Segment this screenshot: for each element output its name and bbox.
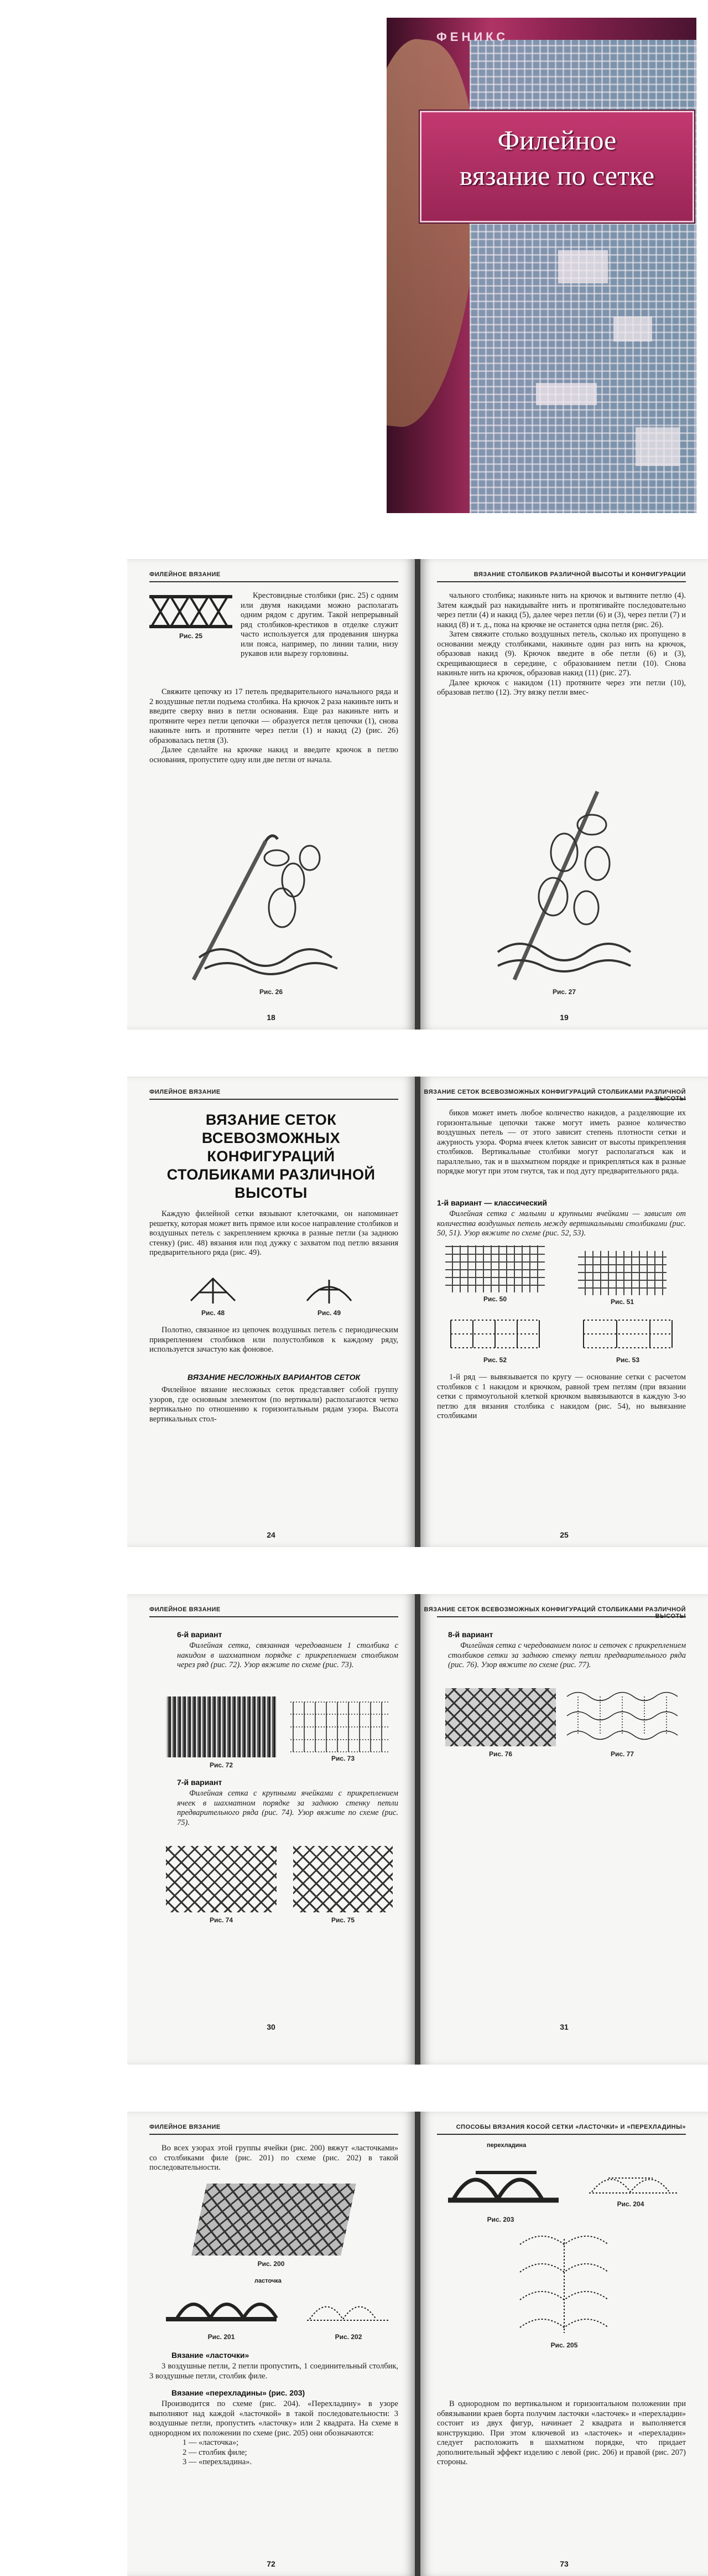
page-number: 31 bbox=[560, 2022, 569, 2031]
paragraph: Полотно, связанное из цепочек воздушных петель с периодическим прикреплением столбиков или полустолбиков к каждому ряду, используется зачастую как фоновое. bbox=[149, 1326, 398, 1354]
figure-callout: перехладина bbox=[487, 2142, 527, 2149]
figure-mesh-chart bbox=[564, 1688, 680, 1746]
paragraph: Филейное вязание несложных сеток представляет собой группу узоров, где основным элементом (по вертикали) располагаются четко вертикально по отношению к горизонтальным рядам узора. Высота вертикальных стол- bbox=[149, 1385, 398, 1424]
figure-caption: Рис. 27 bbox=[552, 988, 576, 996]
header-rule bbox=[149, 2134, 398, 2135]
paragraph: Далее крючок с накидом (11) протяните через эти петли (10), образовав петлю (12). Эту вязку петли вмес- bbox=[437, 678, 686, 697]
figure-caption: Рис. 25 bbox=[179, 632, 203, 640]
figure-caption: Рис. 74 bbox=[209, 1916, 233, 1924]
header-rule bbox=[149, 1616, 398, 1617]
running-head: ФИЛЕЙНОЕ ВЯЗАНИЕ bbox=[149, 1089, 221, 1095]
cover-motif bbox=[558, 250, 608, 283]
variant-heading: 8-й вариант bbox=[448, 1630, 493, 1639]
cover-title-line: вязание по сетке bbox=[459, 160, 655, 191]
paragraph: Затем свяжите столько воздушных петель, сколько их пропущено в основании между столбиками, накиньте один раз нить на крючок, образовав накид (9). Крючок введите в обе петли (6) и (3), скрещивающиеся в середине, с образованием петли (10). Снова накиньте нить на крючок, образовав накид (11) (рис. 27). bbox=[437, 630, 686, 677]
running-head: ВЯЗАНИЕ СТОЛБИКОВ РАЗЛИЧНОЙ ВЫСОТЫ И КОНФИГУРАЦИИ bbox=[473, 571, 686, 578]
figure-caption: Рис. 26 bbox=[259, 988, 283, 996]
page-24 bbox=[127, 1077, 415, 1547]
page-25 bbox=[420, 1077, 708, 1547]
paragraph: Каждую филейной сетки вязывают клеточками, он напоминает решетку, которая может вить прямое или косое направление столбиков и воздушных петель с закреплением крючка в разные петли (за заднюю стенку) (рис. 48) вязания или под дужку с захватом под петлю вязания предварительного ряда (рис. 49). bbox=[149, 1209, 398, 1257]
figure-mesh-photo bbox=[445, 1245, 545, 1292]
figure-stitch-attachment bbox=[188, 1273, 238, 1306]
body-text bbox=[149, 1385, 398, 1424]
header-rule bbox=[437, 581, 686, 582]
book-gutter bbox=[415, 559, 420, 1030]
body-text bbox=[177, 1789, 398, 1828]
page-72 bbox=[127, 2112, 415, 2576]
figure-crochet-hook-diagram bbox=[481, 780, 647, 985]
body-text bbox=[177, 1641, 398, 1670]
book-spread-24-25 bbox=[127, 1077, 708, 1547]
figure-pattern-chart bbox=[509, 2233, 620, 2339]
figure-caption: Рис. 51 bbox=[610, 1298, 634, 1306]
variant-heading: 1-й вариант — классический bbox=[437, 1198, 547, 1207]
book-gutter bbox=[415, 1594, 420, 2065]
body-text bbox=[149, 1326, 398, 1355]
cover-motif bbox=[536, 383, 597, 405]
figure-caption: Рис. 76 bbox=[488, 1750, 513, 1758]
cover-title-line: Филейное bbox=[497, 125, 617, 156]
body-text bbox=[437, 1109, 686, 1177]
figure-caption: Рис. 53 bbox=[616, 1356, 640, 1364]
figure-large-mesh-photo bbox=[166, 1846, 277, 1912]
running-head: ФИЛЕЙНОЕ ВЯЗАНИЕ bbox=[149, 571, 221, 578]
figure-caption: Рис. 75 bbox=[331, 1916, 355, 1924]
figure-caption: Рис. 200 bbox=[257, 2260, 285, 2268]
page-number: 24 bbox=[267, 1530, 275, 1539]
figure-caption: Рис. 202 bbox=[335, 2333, 362, 2341]
body-text bbox=[437, 2399, 686, 2468]
section-subhead: Вязание «ласточки» bbox=[171, 2351, 249, 2360]
running-head: СПОСОБЫ ВЯЗАНИЯ КОСОЙ СЕТКИ «ЛАСТОЧКИ» И «ПЕРЕХЛАДИНЫ» bbox=[456, 2124, 686, 2130]
running-head: ФИЛЕЙНОЕ ВЯЗАНИЕ bbox=[149, 1606, 221, 1613]
book-spread-72-73 bbox=[127, 2112, 708, 2576]
figure-lastochka-chart bbox=[304, 2291, 393, 2325]
figure-caption: Рис. 203 bbox=[487, 2216, 514, 2223]
paragraph: Филейная сетка с крупными ячейками с прикреплением ячеек в шахматном порядке за заднюю стенку петли предварительного ряда (рис. 74). Узор вяжите по схеме (рис. 75). bbox=[177, 1789, 398, 1827]
figure-striped-mesh-photo bbox=[445, 1688, 556, 1746]
figure-diagonal-mesh-photo bbox=[191, 2184, 356, 2256]
figure-lastochka-photo bbox=[160, 2286, 282, 2330]
figure-caption: Рис. 48 bbox=[201, 1309, 225, 1317]
book-gutter bbox=[415, 1077, 420, 1547]
paragraph: чального столбика; накиньте нить на крючок и вытяните петлю (4). Затем каждый раз накидывайте нить и протягивайте последовательно через петли (4) и накид (5), далее через петли (6) и (3), через петли (7) и накид (8) и т. д., пока на крючке не останется одна петля (рис. 26). bbox=[437, 591, 686, 629]
cover-motif bbox=[636, 427, 680, 466]
page-number: 73 bbox=[560, 2559, 569, 2568]
running-head: ВЯЗАНИЕ СЕТОК ВСЕВОЗМОЖНЫХ КОНФИГУРАЦИЙ СТОЛБИКАМИ РАЗЛИЧНОЙ bbox=[424, 1606, 686, 1613]
body-text bbox=[437, 591, 686, 698]
figure-caption: Рис. 205 bbox=[550, 2341, 578, 2349]
page-number: 72 bbox=[267, 2559, 275, 2568]
figure-caption: Рис. 201 bbox=[207, 2333, 235, 2341]
paragraph: Производится по схеме (рис. 204). «Перехладину» в узоре выполняют над каждой «ласточкой» в такой последовательности: 3 воздушные петли, пропустить «ласточку» или 2 квадрата. На схеме в однородном их положении по схеме (рис. 205) они обозначаются: bbox=[149, 2399, 398, 2438]
paragraph: Филейная сетка, связанная чередованием 1 столбика с накидом в шахматном порядке с прикреплением столбиком через ряд (рис. 72). Узор вяжите по схеме (рис. 73). bbox=[177, 1641, 398, 1669]
paragraph: 3 воздушные петли, 2 петли пропустить, 1 соединительный столбик, 3 воздушные петли, столбик филе. bbox=[149, 2362, 398, 2381]
figure-mesh-chart bbox=[578, 1315, 678, 1353]
page-31 bbox=[420, 1594, 708, 2065]
figure-perekhladina-photo bbox=[442, 2150, 564, 2211]
section-subhead: Вязание «перехладины» (рис. 203) bbox=[171, 2388, 305, 2397]
figure-mesh-chart bbox=[288, 1696, 393, 1757]
paragraph: биков может иметь любое количество накидов, а разделяющие их горизонтальные цепочки также могут иметь разное количество воздушных петель — от этого зависит степень плотности сетки и ажурность узора. Форма ячеек клеток зависит от высоты прикрепления столбиков. Вертикальные столбики могут располагаться как и параллельно, так и в шахматном порядке и прикрепляться как в разные порядке могут при этом гнутся, так и под дугу предварительного ряда. bbox=[437, 1109, 686, 1176]
figure-crochet-hook-diagram bbox=[183, 819, 360, 985]
page-number: 19 bbox=[560, 1013, 569, 1022]
figure-crossed-stitches bbox=[149, 592, 232, 631]
page-number: 25 bbox=[560, 1530, 569, 1539]
figure-perekhladina-chart bbox=[586, 2164, 680, 2197]
legend-item: 2 — столбик филе; bbox=[183, 2448, 247, 2457]
body-text bbox=[437, 1209, 686, 1239]
figure-caption: Рис. 72 bbox=[209, 1761, 233, 1769]
figure-caption: Рис. 49 bbox=[317, 1309, 341, 1317]
body-text bbox=[149, 1209, 398, 1258]
publisher-logo: ФЕНИКС bbox=[436, 30, 509, 44]
body-text bbox=[149, 2399, 398, 2468]
paragraph: 1-й ряд — вывязывается по кругу — основание сетки с расчетом столбиков с 1 накидом и крючком, равной трем петлям (при вязании сетки с прямоугольной клеткой крючком вывязываются в каждую 3-ю петлю для вязания столбика с накидом (рис. 54), но вывязание столбиками bbox=[437, 1373, 686, 1420]
figure-caption: Рис. 204 bbox=[617, 2200, 644, 2208]
figure-dense-mesh-photo bbox=[166, 1696, 277, 1757]
section-subhead: ВЯЗАНИЕ НЕСЛОЖНЫХ ВАРИАНТОВ СЕТОК bbox=[187, 1373, 361, 1382]
book-spread-18-19 bbox=[127, 559, 708, 1030]
page-number: 18 bbox=[267, 1013, 275, 1022]
book-spread-30-31 bbox=[127, 1594, 708, 2065]
header-rule bbox=[437, 2134, 686, 2135]
paragraph: Филейная сетка с чередованием полос и сеточек с прикреплением столбиков сетки за заднюю стенку петли предварительного ряда (рис. 76). Узор вяжите по схеме (рис. 77). bbox=[448, 1641, 686, 1669]
paragraph: В однородном по вертикальном и горизонтальном положении при обвязывании краев борта получим ласточки «ласточек» и «перехладин» состоит из двух фигур, начинает 2 квадрата и выполняется конструкцию. При этом ключевой из «ласточек» и «перехладин» следует расположить в шахматном порядке, что придает дополнительный эффект изделию с левой (рис. 206) и правой (рис. 207) стороны. bbox=[437, 2399, 686, 2466]
cover-title-box bbox=[420, 111, 694, 223]
legend-item: 3 — «перехладина». bbox=[183, 2458, 252, 2466]
figure-large-mesh-chart bbox=[293, 1846, 393, 1912]
figure-stitch-attachment bbox=[304, 1273, 354, 1306]
page-18 bbox=[127, 559, 415, 1030]
page-number: 30 bbox=[267, 2022, 275, 2031]
body-text bbox=[448, 1641, 686, 1670]
page-19 bbox=[420, 559, 708, 1030]
body-text bbox=[149, 687, 398, 765]
page-73 bbox=[420, 2112, 708, 2576]
figure-caption: Рис. 52 bbox=[483, 1356, 507, 1364]
body-text bbox=[437, 1373, 686, 1421]
header-rule bbox=[437, 1099, 686, 1100]
body-text bbox=[149, 2362, 398, 2381]
figure-caption: Рис. 77 bbox=[610, 1750, 634, 1758]
figure-mesh-chart bbox=[445, 1315, 545, 1353]
paragraph: Во всех узорах этой группы ячейки (рис. 200) вяжут «ласточками» со столбиками филе (рис. 201) по схеме (рис. 202) в такой последовательности. bbox=[149, 2144, 398, 2172]
book-gutter bbox=[415, 2112, 420, 2576]
variant-heading: 7-й вариант bbox=[177, 1778, 222, 1787]
body-text bbox=[149, 2144, 398, 2173]
running-head: ВЯЗАНИЕ СЕТОК ВСЕВОЗМОЖНЫХ КОНФИГУРАЦИЙ СТОЛБИКАМИ РАЗЛИЧНОЙ bbox=[424, 1089, 686, 1095]
cover-motif bbox=[613, 317, 652, 342]
header-rule bbox=[149, 1099, 398, 1100]
header-rule bbox=[437, 1616, 686, 1617]
running-head: ФИЛЕЙНОЕ ВЯЗАНИЕ bbox=[149, 2124, 221, 2130]
paragraph: Филейная сетка с малыми и крупными ячейками — зависит от количества воздушных петель между вертикальными столбиками (рис. 50, 51). Узор вяжите по схеме (рис. 52, 53). bbox=[437, 1209, 686, 1238]
cover-title bbox=[421, 122, 693, 193]
book-cover bbox=[387, 18, 696, 513]
figure-caption: Рис. 50 bbox=[483, 1295, 507, 1303]
paragraph: Крестовидные столбики (рис. 25) с одним или двумя накидами можно располагать одним рядом с другим. Такой непрерывный ряд столбиков-крестиков в отделке служит часто используется для продевания шнурка или пояса, например, по линии талии, низу рукавов или вырезу горловины. bbox=[241, 591, 398, 658]
paragraph: Свяжите цепочку из 17 петель предварительного начального ряда и 2 воздушные петли подъема столбика. На крючок 2 раза накиньте нить и введите сверху вниз в петли основания. Еще раз накиньте нить и протяните через петли цепочки — образуется петля цепочки (1), снова накиньте нить и протяните через петли (1) и накид (2) (рис. 26) образовалась петля (3). bbox=[149, 687, 398, 745]
chapter-title: ВЯЗАНИЕ СЕТОК ВСЕВОЗМОЖНЫХ КОНФИГУРАЦИЙ СТОЛБИКАМИ РАЗЛИЧНОЙ ВЫСОТЫ bbox=[166, 1111, 376, 1201]
variant-heading: 6-й вариант bbox=[177, 1630, 222, 1639]
body-text bbox=[241, 591, 398, 659]
header-rule bbox=[149, 581, 398, 582]
figure-mesh-photo bbox=[578, 1251, 667, 1295]
figure-callout: ласточка bbox=[254, 2278, 282, 2284]
paragraph: Далее сделайте на крючке накид и введите крючок в петлю основания, пропустите одну или две петли от начала. bbox=[149, 746, 398, 764]
figure-caption: Рис. 73 bbox=[331, 1755, 355, 1762]
legend-item: 1 — «ласточка»; bbox=[183, 2438, 239, 2447]
page-30 bbox=[127, 1594, 415, 2065]
